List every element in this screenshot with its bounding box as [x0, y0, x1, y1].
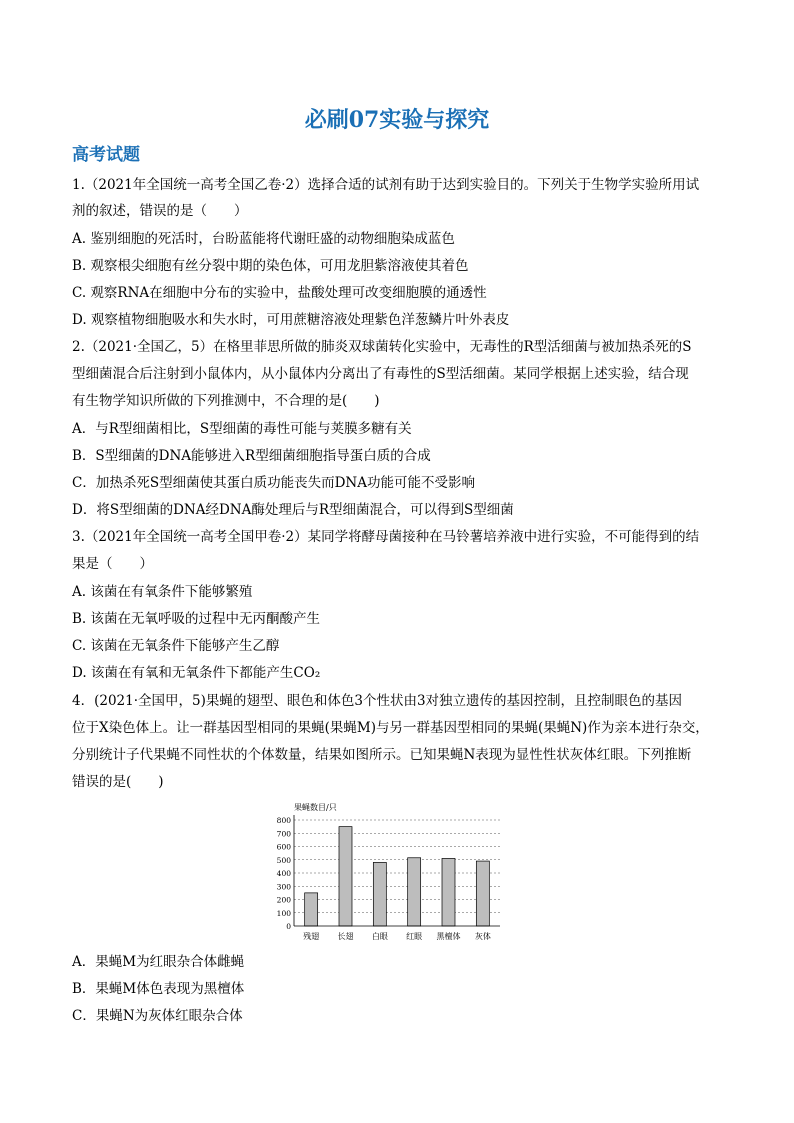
q3-option-a: A. 该菌在有氧条件下能够繁殖: [72, 584, 253, 600]
q3-stem-line-1: 3.（2021年全国统一高考全国甲卷·2）某同学将酵母菌接种在马铃薯培养液中进行实验，不可能得到的结: [72, 529, 700, 545]
chart-y-tick-label: 0: [286, 922, 291, 931]
q3-option-b: B. 该菌在无氧呼吸的过程中无丙酮酸产生: [72, 611, 321, 627]
chart-bar: [339, 827, 352, 926]
q4-option-c: C．果蝇N为灰体红眼杂合体: [72, 1008, 243, 1024]
chart-y-tick-label: 100: [276, 908, 291, 918]
page-title: 必刷07实验与探究: [304, 107, 490, 133]
chart-bar: [476, 861, 489, 926]
chart-category-label: 黑檀体: [436, 932, 461, 941]
q1-option-b: B. 观察根尖细胞有丝分裂中期的染色体，可用龙胆紫溶液使其着色: [72, 258, 469, 274]
q4-stem-line-3: 分别统计子代果蝇不同性状的个体数量，结果如图所示。已知果蝇N表现为显性性状灰体红眼。下列推断: [72, 747, 692, 763]
q4-option-a: A．果蝇M为红眼杂合体雌蝇: [72, 954, 245, 970]
q2-option-d: D．将S型细菌的DNA经DNA酶处理后与R型细菌混合，可以得到S型细菌: [72, 502, 514, 518]
chart-y-tick-label: 800: [276, 816, 291, 825]
q1-stem-line-2: 剂的叙述，错误的是（ ）: [72, 203, 248, 219]
fruit-fly-bar-chart: [268, 800, 508, 945]
q3-stem-line-2: 果是（ ）: [72, 556, 153, 572]
q2-stem-line-2: 型细菌混合后注射到小鼠体内，从小鼠体内分离出了有毒性的S型活细菌。某同学根据上述实验，结合现: [72, 366, 689, 382]
chart-bar: [305, 893, 318, 926]
chart-y-tick-label: 400: [276, 869, 291, 878]
chart-y-tick-label: 200: [276, 895, 291, 905]
chart-bar: [408, 858, 421, 926]
chart-y-tick-label: 700: [276, 829, 291, 839]
q2-option-c: C．加热杀死S型细菌使其蛋白质功能丧失而DNA功能可能不受影响: [72, 475, 475, 491]
chart-y-axis-label: 果蝇数目/只: [294, 803, 337, 812]
q3-option-d: D. 该菌在有氧和无氧条件下都能产生CO₂: [72, 665, 321, 681]
q4-stem-line-4: 错误的是( ): [72, 774, 164, 790]
q2-option-a: A．与R型细菌相比，S型细菌的毒性可能与荚膜多糖有关: [72, 421, 412, 437]
q2-option-b: B．S型细菌的DNA能够进入R型细菌细胞指导蛋白质的合成: [72, 448, 431, 464]
q3-option-c: C. 该菌在无氧条件下能够产生乙醇: [72, 638, 280, 654]
q4-stem-line-1: 4．(2021·全国甲，5)果蝇的翅型、眼色和体色3个性状由3对独立遗传的基因控制，且控制眼色的基因: [72, 693, 683, 709]
chart-category-label: 残翅: [303, 932, 320, 941]
q1-option-c: C. 观察RNA在细胞中分布的实验中，盐酸处理可改变细胞膜的通透性: [72, 285, 487, 301]
q1-option-d: D. 观察植物细胞吸水和失水时，可用蔗糖溶液处理紫色洋葱鳞片叶外表皮: [72, 312, 510, 328]
chart-y-tick-label: 500: [276, 855, 291, 865]
chart-bar: [373, 862, 386, 926]
chart-y-tick-label: 300: [276, 882, 291, 892]
q1-stem-line-1: 1.（2021年全国统一高考全国乙卷·2）选择合适的试剂有助于达到实验目的。下列关于生物学实验所用试: [72, 177, 700, 193]
chart-bar: [442, 858, 455, 926]
q2-stem-line-3: 有生物学知识所做的下列推测中，不合理的是( ): [72, 393, 380, 409]
chart-category-label: 白眼: [371, 932, 388, 941]
q2-stem-line-1: 2.（2021·全国乙，5）在格里菲思所做的肺炎双球菌转化实验中，无毒性的R型活细菌与被加热杀死的S: [72, 339, 692, 355]
q4-stem-line-2: 位于X染色体上。让一群基因型相同的果蝇(果蝇M)与另一群基因型相同的果蝇(果蝇N)作为亲本进行杂交，: [72, 720, 709, 736]
chart-y-tick-label: 600: [276, 842, 291, 852]
chart-category-label: 灰体: [474, 932, 491, 941]
q1-option-a: A. 鉴别细胞的死活时，台盼蓝能将代谢旺盛的动物细胞染成蓝色: [72, 231, 455, 247]
q4-option-b: B．果蝇M体色表现为黑檀体: [72, 981, 245, 997]
section-heading: 高考试题: [72, 145, 140, 165]
chart-category-label: 长翅: [337, 932, 354, 941]
chart-category-label: 红眼: [406, 932, 423, 941]
